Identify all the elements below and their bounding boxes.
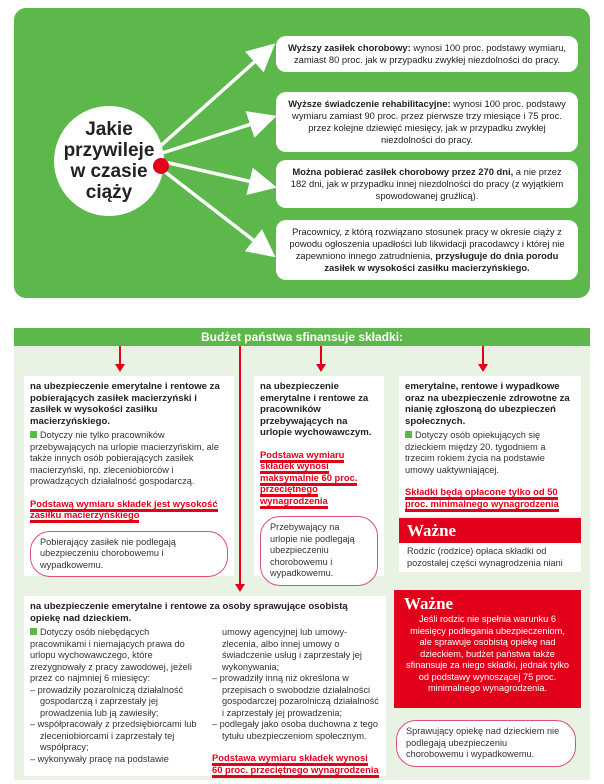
bottom-right-column xyxy=(212,627,380,775)
col3-body: Dotyczy osób opiekujących się dzieckiem między 20. tygodniem a trzecim rokiem życia na podstawie umowy uaktywniającej. xyxy=(405,430,546,475)
list-item: – prowadziły pozarolniczą działalność gospodarczą i zaprzestały jej prowadzenia lub ją zawiesiły; xyxy=(30,684,184,718)
col1-heading: na ubezpieczenie emerytalne i rentowe za pobierających zasiłek macierzyński i zasiłek w wysokości zasiłku macierzyńskiego. xyxy=(30,381,220,427)
bottom-important-text: Jeśli rodzic nie spełnia warunku 6 miesięcy podlegania ubezpieczeniom, ale sprawuje osobistą opiekę nad dzieckiem, budżet państwa także sfinansuje za niego składki, jednak tylko od podstawy wynoszącej 75 proc. minimalnego wynagrodzenia. xyxy=(406,614,569,693)
privilege-bubble-3: Można pobierać zasiłek chorobowy przez 270 dni, a nie przez 182 dni, jak w przypadku innej niezdolności do pracy (z wyjątkiem spowodowanej gruźlicą). xyxy=(276,160,578,208)
col2-highlight: Podstawa wymiaru składek wynosi maksymalnie 60 proc. przeciętnego wynagrodzenia xyxy=(260,449,378,507)
col3-highlight: Składki będą opłacone tylko od 50 proc. minimalnego wynagrodzenia xyxy=(405,486,575,509)
bottom-note-oval: Sprawujący opiekę nad dzieckiem nie podlegają ubezpieczeniu chorobowemu i wypadkowemu. xyxy=(396,720,576,767)
col1-body: Dotyczy nie tylko pracowników przebywających na urlopie macierzyńskim, ale także innych osób pobierających zasiłek macierzyński, np. zleceniobiorców i prowadzących działalność gospodarczą. xyxy=(30,430,219,486)
col3-heading: emerytalne, rentowe i wypadkowe oraz na ubezpieczenie zdrowotne za nianię zgłoszoną do ubezpieczeń społecznych. xyxy=(405,381,570,427)
bullet-square-icon xyxy=(30,628,37,635)
col3-important-text: Rodzic (rodzice) opłaca składki od pozostałej części wynagrodzenia niani xyxy=(399,543,581,572)
bottom-right-intro: umowy agencyjnej lub umowy-zlecenia, albo innej umowy o świadczenie usług i zaprzestały jej wykonywania; xyxy=(222,627,362,672)
arrow-col1-head xyxy=(115,364,125,372)
contributions-panel xyxy=(14,346,590,780)
bullet-square-icon xyxy=(405,431,412,438)
bottom-columns xyxy=(30,627,380,775)
privileges-panel xyxy=(14,8,590,298)
bottom-highlight: Podstawa wymiaru składek wynosi 60 proc. przeciętnego wynagrodzenia xyxy=(212,752,380,775)
privilege-bubble-2: Wyższe świadczenie rehabilitacyjne: wynosi 100 proc. podstawy wymiaru zamiast 90 proc. przez pierwsze trzy miesiące i 75 proc. przez kolejne dziewięć miesięcy, jak w przypadku zwykłej niezdolności do pracy. xyxy=(276,92,578,152)
center-dot xyxy=(153,158,169,174)
main-question-circle xyxy=(54,106,164,216)
list-item: – prowadziły inną niż określona w przepisach o swobodzie działalności gospodarczej pozarolniczą działalność i zaprzestały jej prowadzenia; xyxy=(212,673,379,718)
card-maternity xyxy=(24,376,234,576)
privilege-bubble-4: Pracownicy, z którą rozwiązano stosunek pracy w okresie ciąży z powodu ogłoszenia upadłości lub likwidacji pracodawcy i której nie zapewniono innego zatrudnienia, przysługuje do dnia porodu zasiłek w wysokości zasiłku macierzyńskiego. xyxy=(276,220,578,280)
col3-important-title: Ważne xyxy=(407,521,457,540)
col3-important-box xyxy=(399,518,581,570)
list-item: – podlegały jako osoba duchowna z tego tytułu ubezpieczeniom społecznym. xyxy=(212,719,379,741)
card-nanny xyxy=(399,376,581,516)
main-question: Jakie przywileje w czasie ciąży xyxy=(63,119,155,203)
budget-title: Budżet państwa sfinansuje składki: xyxy=(14,328,590,346)
bottom-intro: Dotyczy osób niebędących pracownikami i niemających prawa do urlopu wychowawczego, które zrezygnowały z pracy zawodowej, jeżeli przez co najmniej 6 miesięcy: xyxy=(30,627,192,683)
card-personal-care xyxy=(24,596,386,776)
bottom-right-list xyxy=(212,673,380,742)
arrow-col2 xyxy=(320,346,322,366)
arrow-col1 xyxy=(119,346,121,366)
card-parental-leave xyxy=(254,376,384,576)
arrow-bottom xyxy=(239,346,241,586)
col1-highlight: Podstawą wymiaru składek jest wysokość zasiłku macierzyńskiego xyxy=(30,498,228,521)
bottom-left-list xyxy=(30,685,202,766)
col2-note-oval: Przebywający na urlopie nie podlegają ubezpieczeniu chorobowemu i wypadkowemu. xyxy=(260,516,378,586)
bullet-square-icon xyxy=(30,431,37,438)
bottom-important-title: Ważne xyxy=(404,594,454,613)
bottom-left-column xyxy=(30,627,202,775)
arrow-bottom-head xyxy=(235,584,245,592)
bottom-important-box xyxy=(394,590,581,708)
col1-note-oval: Pobierający zasiłek nie podlegają ubezpieczeniu chorobowemu i wypadkowemu. xyxy=(30,531,228,578)
privilege-bubble-1: Wyższy zasiłek chorobowy: wynosi 100 proc. podstawy wymiaru, zamiast 80 proc. jak w przypadku zwykłej niezdolności do pracy. xyxy=(276,36,578,72)
arrow-col3-head xyxy=(478,364,488,372)
arrow-col3 xyxy=(482,346,484,366)
list-item: – współpracowały z przedsiębiorcami lub zleceniobiorcami i zaprzestały tej współpracy; xyxy=(30,719,197,752)
bottom-heading: na ubezpieczenie emerytalne i rentowe za osoby sprawujące osobistą opiekę nad dzieckiem. xyxy=(30,601,348,624)
list-item: – wykonywały pracę na podstawie xyxy=(30,753,169,764)
arrow-col2-head xyxy=(316,364,326,372)
col2-heading: na ubezpieczenie emerytalne i rentowe za pracowników przebywających na urlopie wychowawczym. xyxy=(260,381,372,438)
